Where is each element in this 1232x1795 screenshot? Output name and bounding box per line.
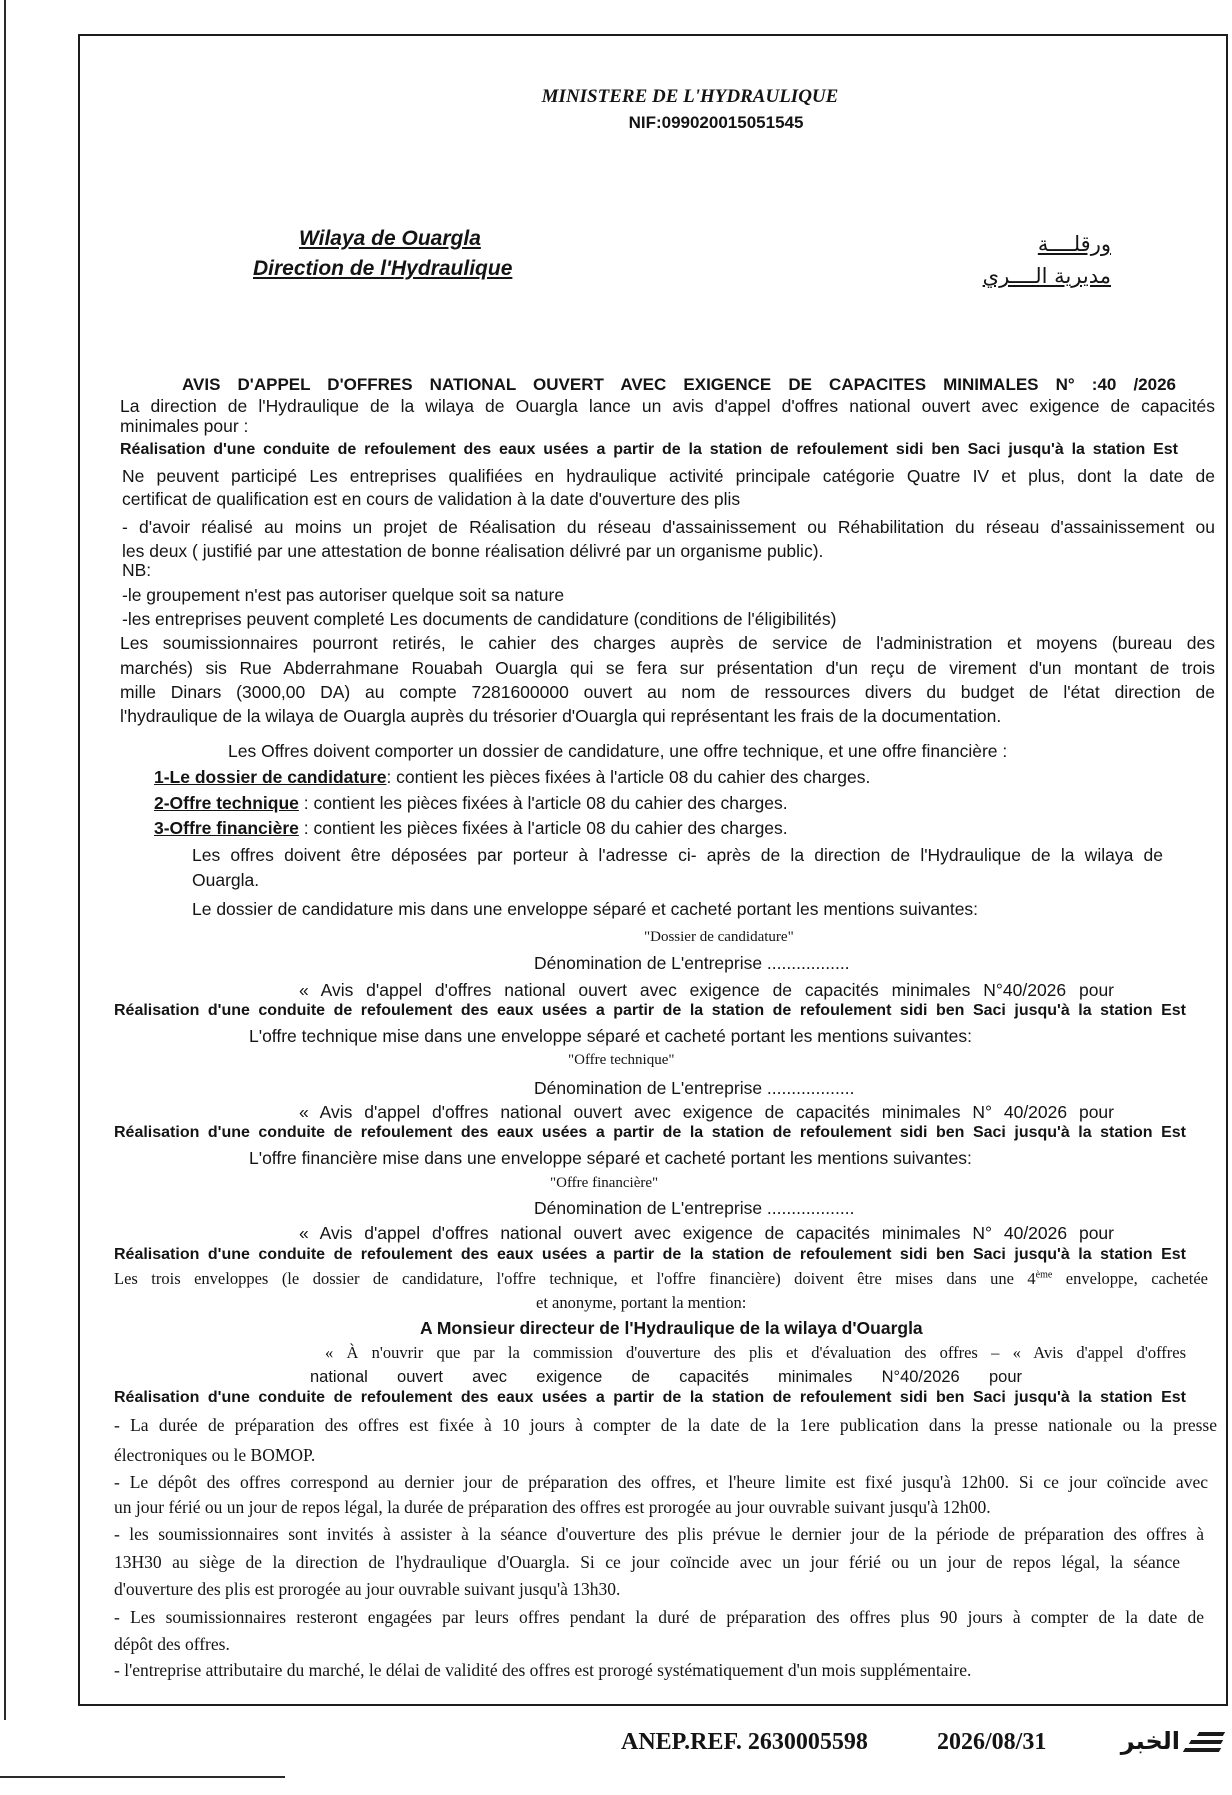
nb-label: NB: bbox=[122, 560, 152, 580]
condition-line: - Les soumissionnaires resteront engagées par leurs offres pendant la duré de préparation des offres plus 90 jours à compter de la date de bbox=[114, 1607, 1204, 1627]
intro-line: - d'avoir réalisé au moins un projet de Réalisation du réseau d'assainissement ou Réhabilitation du réseau d'assainissement ou bbox=[122, 517, 1215, 537]
scan-edge-left bbox=[4, 0, 6, 1720]
intro-line: l'hydraulique de la wilaya de Ouargla auprès du trésorier d'Ouargla qui représentant les frais de la documentation. bbox=[120, 706, 1002, 726]
envelope-object: Réalisation d'une conduite de refoulement des eaux usées a partir de la station de refoulement sidi ben Saci jusqu'à la station Est bbox=[114, 1124, 1186, 1141]
outer-envelope-text-end: enveloppe, cachetée bbox=[1052, 1269, 1208, 1288]
offers-intro: Les Offres doivent comporter un dossier de candidature, une offre technique, et une offre financière : bbox=[228, 741, 1008, 761]
condition-line: dépôt des offres. bbox=[114, 1634, 230, 1654]
envelope-mention: "Dossier de candidature" bbox=[644, 929, 794, 945]
condition-line: - La durée de préparation des offres est fixée à 10 jours à compter de la date de la 1ere publication dans la presse nationale ou la presse bbox=[114, 1415, 1217, 1435]
envelope-avis: « Avis d'appel d'offres national ouvert avec exigence de capacités minimales N° 40/2026 pour bbox=[299, 1223, 1114, 1243]
offer-item bbox=[154, 816, 994, 840]
intro-line: -les entreprises peuvent completé Les documents de candidature (conditions de l'éligibilités) bbox=[122, 609, 837, 629]
outer-envelope-text-start: Les trois enveloppes (le dossier de candidature, l'offre technique, et l'offre financière) doivent être mises dans une 4 bbox=[114, 1269, 1036, 1288]
offer-item-label: 2-Offre technique bbox=[154, 793, 299, 813]
envelope-avis: « Avis d'appel d'offres national ouvert avec exigence de capacités minimales N° 40/2026 pour bbox=[299, 1102, 1114, 1122]
offer-item-text: : contient les pièces fixées à l'article 08 du cahier des charges. bbox=[386, 767, 871, 787]
envelope-mention: "Offre financière" bbox=[550, 1175, 659, 1191]
intro-line: les deux ( justifié par une attestation de bonne réalisation délivré par un organisme public). bbox=[122, 541, 824, 561]
intro-line: Les soumissionnaires pourront retirés, le cahier des charges auprès de service de l'administration et moyens (bureau des bbox=[120, 633, 1215, 653]
deposit-line: Les offres doivent être déposées par porteur à l'adresse ci- après de la direction de l'Hydraulique de la wilaya de bbox=[192, 845, 1163, 865]
offer-item-label: 1-Le dossier de candidature bbox=[154, 767, 387, 787]
condition-line: - l'entreprise attributaire du marché, le délai de validité des offres est prorogé systématiquement d'un mois supplémentaire. bbox=[114, 1660, 972, 1680]
outer-envelope-mention: « À n'ouvrir que par la commission d'ouverture des plis et d'évaluation des offres – « Avis d'appel d'offres bbox=[325, 1343, 1186, 1362]
condition-line: - les soumissionnaires sont invités à assister à la séance d'ouverture des plis prévue le dernier jour de la période de préparation des offres à bbox=[114, 1524, 1204, 1544]
envelope-denomination: Dénomination de L'entreprise ................. bbox=[534, 953, 850, 973]
offer-item-label: 3-Offre financière bbox=[154, 818, 299, 838]
issuer-direction: Direction de l'Hydraulique bbox=[253, 257, 513, 280]
intro-line: Ne peuvent participé Les entreprises qualifiées en hydraulique activité principale catégorie Quatre IV et plus, dont la date de bbox=[122, 466, 1215, 486]
envelope-object: Réalisation d'une conduite de refoulement des eaux usées a partir de la station de refoulement sidi ben Saci jusqu'à la station Est bbox=[114, 1002, 1186, 1019]
outer-envelope-addressee: A Monsieur directeur de l'Hydraulique de la wilaya d'Ouargla bbox=[420, 1318, 923, 1338]
outer-envelope-mention2: national ouvert avec exigence de capacités minimales N°40/2026 pour bbox=[310, 1368, 1022, 1386]
nif-number: NIF:099020015051545 bbox=[628, 113, 804, 132]
envelope-intro: L'offre technique mise dans une enveloppe séparé et cacheté portant les mentions suivantes: bbox=[249, 1026, 972, 1046]
condition-line: électroniques ou le BOMOP. bbox=[114, 1445, 316, 1465]
newspaper-logo-icon bbox=[1184, 1728, 1226, 1758]
scan-edge-bottom bbox=[0, 1776, 285, 1778]
outer-envelope-sup: ème bbox=[1035, 1269, 1053, 1281]
outer-envelope-text2: et anonyme, portant la mention: bbox=[536, 1293, 747, 1312]
issuer-wilaya-arabic: ورقلــــة bbox=[1037, 232, 1111, 256]
issuer-wilaya: Wilaya de Ouargla bbox=[299, 227, 481, 250]
envelope-mention: "Offre technique" bbox=[568, 1052, 675, 1068]
intro-line: minimales pour : bbox=[120, 416, 249, 436]
condition-line: d'ouverture des plis est prorogée au jour ouvrable suivant jusqu'à 13h30. bbox=[114, 1579, 621, 1599]
intro-line: La direction de l'Hydraulique de la wilaya de Ouargla lance un avis d'appel d'offres national ouvert avec exigence de capacités bbox=[120, 396, 1215, 416]
envelope-denomination: Dénomination de L'entreprise .................. bbox=[534, 1078, 855, 1098]
offer-item bbox=[154, 765, 994, 789]
intro-line: mille Dinars (3000,00 DA) au compte 7281600000 ouvert au nom de ressources divers du budget de l'état direction de bbox=[120, 682, 1215, 702]
offer-item-text: : contient les pièces fixées à l'article 08 du cahier des charges. bbox=[298, 793, 788, 813]
envelope-intro: Le dossier de candidature mis dans une enveloppe séparé et cacheté portant les mentions suivantes: bbox=[192, 899, 979, 919]
envelope-avis: « Avis d'appel d'offres national ouvert avec exigence de capacités minimales N°40/2026 pour bbox=[299, 980, 1114, 1000]
offer-item-text: : contient les pièces fixées à l'article 08 du cahier des charges. bbox=[298, 818, 788, 838]
envelope-intro: L'offre financière mise dans une enveloppe séparé et cacheté portant les mentions suivantes: bbox=[249, 1148, 972, 1168]
envelope-object: Réalisation d'une conduite de refoulement des eaux usées a partir de la station de refoulement sidi ben Saci jusqu'à la station Est bbox=[114, 1246, 1186, 1263]
intro-line: -le groupement n'est pas autoriser quelque soit sa nature bbox=[122, 585, 565, 605]
condition-line: 13H30 au siège de la direction de l'hydraulique d'Ouargla. Si ce jour coïncide avec un jour férié ou un jour de repos légal, la séance bbox=[114, 1552, 1180, 1572]
issuer-direction-arabic: مديرية الــــري bbox=[982, 264, 1111, 288]
outer-envelope-object: Réalisation d'une conduite de refoulement des eaux usées a partir de la station de refoulement sidi ben Saci jusqu'à la station Est bbox=[114, 1389, 1186, 1406]
condition-line: un jour férié ou un jour de repos légal, la durée de préparation des offres est prorogée au jour ouvrable suivant jusqu'à 12h00. bbox=[114, 1497, 991, 1517]
intro-line: certificat de qualification est en cours de validation à la date d'ouverture des plis bbox=[122, 489, 741, 509]
envelope-denomination: Dénomination de L'entreprise .................. bbox=[534, 1198, 855, 1218]
anep-reference: ANEP.REF. 2630005598 bbox=[621, 1729, 868, 1755]
condition-line: - Le dépôt des offres correspond au dernier jour de préparation des offres, et l'heure limite est fixé jusqu'à 12h00. Si ce jour coïncide avec bbox=[114, 1472, 1208, 1492]
project-object: Réalisation d'une conduite de refoulement des eaux usées a partir de la station de refoulement sidi ben Saci jusqu'à la station Est bbox=[120, 441, 1178, 458]
intro-line: marchés) sis Rue Abderrahmane Rouabah Ouargla qui se fera sur présentation d'un reçu de virement d'un montant de trois bbox=[120, 658, 1215, 678]
offer-item bbox=[154, 791, 994, 815]
deposit-line: Ouargla. bbox=[192, 870, 260, 890]
newspaper-logo-text: الخبر bbox=[1120, 1727, 1180, 1755]
publication-date: 2026/08/31 bbox=[937, 1729, 1047, 1755]
outer-envelope-text bbox=[114, 1267, 1208, 1291]
ministry-heading: MINISTERE DE L'HYDRAULIQUE bbox=[541, 86, 839, 107]
notice-title: AVIS D'APPEL D'OFFRES NATIONAL OUVERT AVEC EXIGENCE DE CAPACITES MINIMALES N° :40 /2026 bbox=[182, 375, 1176, 394]
